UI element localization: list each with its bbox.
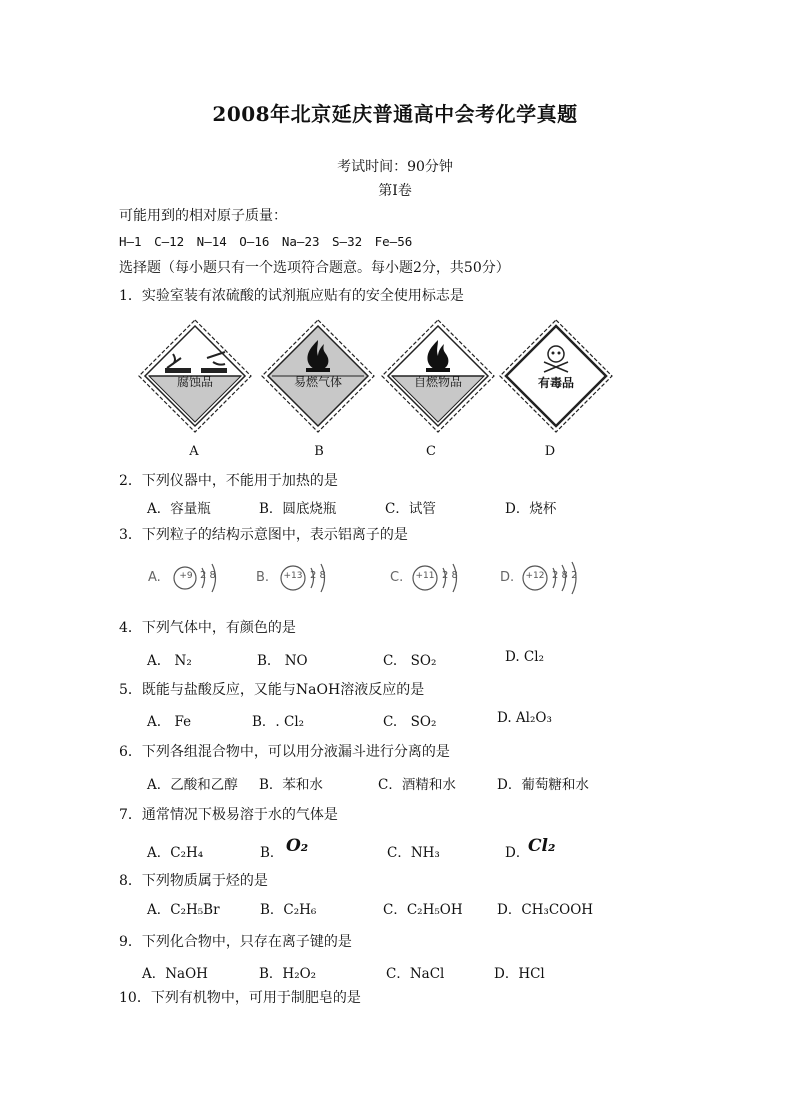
question-5: 5．既能与盐酸反应，又能与NaOH溶液反应的是 — [119, 682, 425, 698]
q6-option-c: C．酒精和水 — [378, 777, 456, 793]
atomic-mass-heading: 可能用到的相对原子质量： — [119, 208, 287, 224]
atom-b-letter: B. — [256, 570, 270, 585]
sign-label-d: 有毒品 — [537, 376, 574, 390]
q7-option-d-formula: Cl₂ — [528, 836, 556, 856]
toxic-sign — [498, 318, 614, 434]
atom-d-shells: 2 8 2 — [552, 570, 578, 581]
question-4: 4．下列气体中，有颜色的是 — [119, 620, 296, 636]
atom-c-letter: C. — [390, 570, 404, 585]
q6-option-b: B．苯和水 — [259, 777, 323, 793]
atom-diagram-a — [148, 558, 238, 598]
atom-d-letter: D. — [500, 570, 515, 585]
q5-option-d: D. Al₂O₃ — [497, 710, 552, 726]
q6-option-d: D．葡萄糖和水 — [497, 777, 589, 793]
atom-d-nucleus: +12 — [525, 571, 545, 581]
q6-option-a: A．乙酸和乙醇 — [147, 777, 238, 793]
q7-option-c: C．NH₃ — [387, 845, 440, 861]
atom-a-nucleus: +9 — [179, 571, 193, 581]
question-6: 6．下列各组混合物中，可以用分液漏斗进行分离的是 — [119, 744, 450, 760]
q8-option-a: A．C₂H₅Br — [147, 902, 220, 918]
atom-c-nucleus: +11 — [415, 571, 435, 581]
q4-option-a: A. N₂ — [147, 653, 192, 669]
flammable-gas-sign — [260, 318, 376, 434]
q2-option-c: C．试管 — [385, 501, 436, 517]
q4-option-d: D. Cl₂ — [505, 649, 544, 665]
sign-label-a: 腐蚀品 — [176, 375, 213, 389]
q5-option-b: B．. Cl₂ — [252, 714, 305, 730]
volume-label: 第Ⅰ卷 — [378, 183, 412, 199]
question-1: 1．实验室装有浓硫酸的试剂瓶应贴有的安全使用标志是 — [119, 288, 464, 304]
atom-b-shells: 2 8 — [310, 570, 326, 581]
sign-label-b: 易燃气体 — [293, 375, 342, 389]
q8-option-d: D．CH₃COOH — [497, 902, 594, 918]
q7-option-b-label: B． — [260, 845, 284, 861]
exam-time: 考试时间：90分钟 — [337, 159, 453, 175]
question-2: 2．下列仪器中，不能用于加热的是 — [119, 473, 338, 489]
q9-option-b: B．H₂O₂ — [259, 966, 317, 982]
q2-option-b: B．圆底烧瓶 — [259, 501, 337, 517]
atom-a-shells: 2 8 — [200, 570, 216, 581]
option-c-label: C — [426, 444, 436, 459]
atom-diagram-c — [390, 558, 480, 598]
atom-a-letter: A. — [148, 570, 161, 585]
atom-diagram-b — [256, 558, 346, 598]
q9-option-d: D．HCl — [494, 966, 545, 982]
sign-label-c: 自燃物品 — [413, 375, 462, 389]
q8-option-c: C．C₂H₅OH — [383, 902, 463, 918]
q2-option-d: D．烧杯 — [505, 501, 557, 517]
q4-option-c: C. SO₂ — [383, 653, 437, 669]
atom-c-shells: 2 8 — [442, 570, 458, 581]
q2-option-a: A．容量瓶 — [147, 501, 211, 517]
section-heading: 选择题（每小题只有一个选项符合题意。每小题2分，共50分） — [119, 260, 510, 276]
option-a-label: A — [189, 444, 199, 459]
q4-option-b: B. NO — [257, 653, 308, 669]
q9-option-a: A．NaOH — [142, 966, 208, 982]
option-b-label: B — [314, 444, 324, 459]
page-title: 2008年北京延庆普通高中会考化学真题 — [212, 102, 578, 126]
atom-b-nucleus: +13 — [283, 571, 303, 581]
q8-option-b: B．C₂H₆ — [260, 902, 317, 918]
atom-diagram-d — [500, 558, 590, 598]
q7-option-a: A．C₂H₄ — [147, 845, 204, 861]
option-d-label: D — [544, 444, 556, 459]
spontaneous-combustion-sign — [380, 318, 496, 434]
q7-option-d-label: D． — [505, 845, 530, 861]
question-8: 8．下列物质属于烃的是 — [119, 873, 268, 889]
question-3: 3．下列粒子的结构示意图中，表示铝离子的是 — [119, 527, 408, 543]
corrosive-sign — [137, 318, 253, 434]
q7-option-b-formula: O₂ — [286, 836, 309, 856]
q5-option-a: A. Fe — [147, 714, 192, 730]
question-9: 9．下列化合物中，只存在离子键的是 — [119, 934, 352, 950]
atomic-mass-list: H—1 C—12 N—14 O—16 Na—23 S—32 Fe—56 — [119, 234, 413, 249]
question-7: 7．通常情况下极易溶于水的气体是 — [119, 807, 338, 823]
q5-option-c: C. SO₂ — [383, 714, 437, 730]
question-10: 10．下列有机物中，可用于制肥皂的是 — [119, 990, 361, 1006]
q9-option-c: C．NaCl — [386, 966, 445, 982]
